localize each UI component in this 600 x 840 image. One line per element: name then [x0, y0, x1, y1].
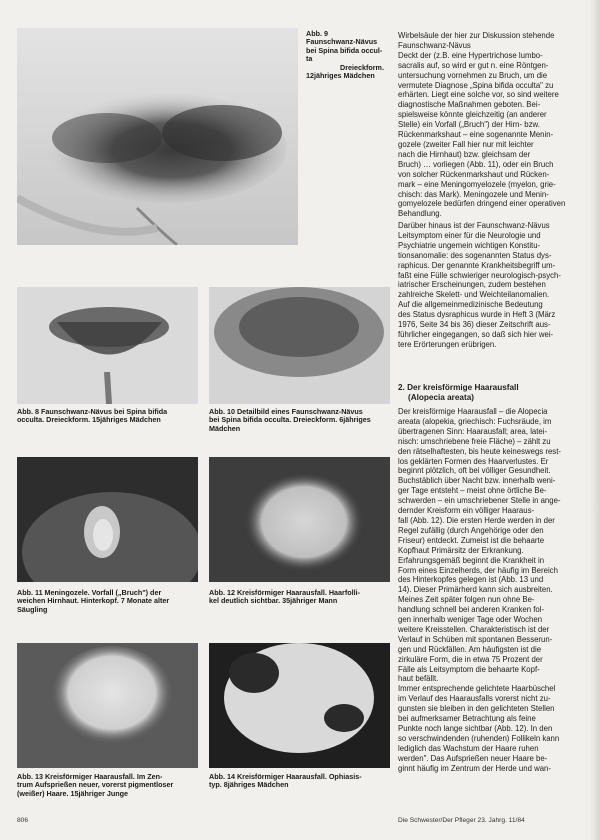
section-heading — [398, 383, 586, 403]
text-line: gunsten sie bleiben in den gelichteten Stellen — [398, 704, 555, 714]
caption-abb13 — [17, 773, 202, 798]
text-line: iatrischer Erscheinungen, zudem bestehen — [398, 280, 546, 290]
page-edge-shadow — [590, 0, 600, 840]
text-line: führlicher eingegangen, so daß sich hier wei- — [398, 329, 554, 339]
photo-abb8 — [17, 287, 198, 404]
text-line: lediglich das Wachstum der Haare ruhen — [398, 743, 539, 753]
text-line: Fälle als Leitsymptom die behaarte Kopf- — [398, 664, 540, 674]
caption-abb9-line: bei Spina bifida occul- — [306, 45, 383, 55]
photo-abb10-image — [209, 287, 390, 404]
text-line: Behandlung. — [398, 209, 442, 219]
text-line: Friseur) entdeckt. Zumeist ist die behaarte — [398, 535, 545, 545]
text-line: tere Erörterungen erübrigen. — [398, 339, 497, 349]
text-line: Wirbelsäule der hier zur Diskussion stehende — [398, 31, 555, 40]
text-line: spielsweise könnte gleichzeitig (an anderer — [398, 110, 547, 120]
caption-abb11-line: weichen Hirnhaut. Hinterkopf. 7 Monate alter — [17, 596, 170, 606]
body-text-col2 — [398, 221, 586, 350]
text-line: Rückenmarkshaut – eine sogenannte Menin- — [398, 130, 554, 140]
photo-abb13-image — [17, 643, 198, 768]
caption-abb14-line: typ. 8jähriges Mädchen — [209, 780, 289, 790]
text-line: von solcher Rückenmarkshaut und Rücken- — [398, 169, 550, 179]
caption-abb9-line: Dreieckform. — [340, 62, 384, 72]
text-line: dernder Kreisform ein völliger Haaraus- — [398, 506, 535, 516]
text-line: ger Tage entsteht – meist ohne örtliche Be- — [398, 486, 547, 496]
caption-abb14-line: Abb. 14 Kreisförmiger Haarausfall. Ophiasis- — [209, 772, 362, 781]
text-line: Meines Zeit später folgen nun ohne Be- — [398, 595, 535, 605]
photo-abb14 — [209, 643, 390, 768]
caption-abb13-line: trum Aufsprießen neuer, vorerst pigmentloser — [17, 780, 174, 790]
photo-abb14-image — [209, 643, 390, 768]
caption-abb12-line: Abb. 12 Kreisförmiger Haarausfall. Haarfolli- — [209, 588, 360, 597]
caption-abb13-line: (weißer) Haare. 15jähriger Junge — [17, 788, 129, 798]
text-line: mark – eine Meningomyelozele (myelon, grie- — [398, 179, 556, 189]
text-line: im Verlauf des Haarausfalls vorerst nicht zu- — [398, 694, 551, 704]
text-line: Psychiatrie ungemein wichtigen Konstitu- — [398, 240, 541, 250]
text-line: Faunschwanz-Nävus — [398, 40, 471, 50]
text-line: beginnt plötzlich, oft bei völliger Gesundheit. — [398, 466, 551, 476]
caption-abb13-line: Abb. 13 Kreisförmiger Haarausfall. Im Zen- — [17, 772, 163, 781]
section-heading-subtitle: (Alopecia areata) — [408, 393, 474, 402]
journal-footer: Die Schwester/Der Pfleger 23. Jahrg. 11/84 — [398, 817, 525, 824]
caption-abb9-line: ta — [306, 54, 313, 64]
text-line: sacralis auf, so wird er gut n. eine Röntgen- — [398, 60, 549, 70]
page-number: 806 — [17, 817, 29, 824]
text-line: gen innerhalb weniger Tage oder Wochen — [398, 615, 543, 625]
text-line: schwerden – ein umschriebener Stelle in ange- — [398, 496, 561, 506]
text-line: Leitsymptom einer für die Neurologie und — [398, 230, 541, 240]
text-line: Bruch) … vorliegen (Abb. 11), oder ein Bruch — [398, 159, 554, 169]
text-line: nisch: umschriebene freie Fläche) – zählt zu — [398, 436, 551, 446]
text-line: Auf die allgemeinmedizinische Bedeutung — [398, 300, 543, 310]
text-line: gen und Rückfällen. Am häufigsten ist die — [398, 644, 542, 654]
caption-abb12 — [209, 589, 394, 606]
text-line: vermutete Diagnose „Spina bifida occulta" zu — [398, 80, 554, 90]
caption-abb9-line: Faunschwanz-Nävus — [306, 37, 378, 47]
caption-abb10-line: Mädchen — [209, 423, 241, 433]
body-text-col3 — [398, 407, 586, 774]
text-line: chisch: das Mark). Meningozele und Menin- — [398, 189, 549, 199]
text-line: raphicus. Der genannte Krankheitsbegriff um- — [398, 260, 556, 270]
photo-abb11 — [17, 457, 198, 582]
photo-abb8-image — [17, 287, 198, 404]
caption-abb10-line: Abb. 10 Detailbild eines Faunschwanz-Nävus — [209, 407, 363, 416]
text-line: den rätselhaftesten, bis heute keineswegs rest- — [398, 446, 561, 456]
text-line: zirkuläre Form, die in etwa 75 Prozent der — [398, 654, 543, 664]
caption-abb8-line: occulta. Dreieckform. 15jähriges Mädchen — [17, 415, 161, 425]
text-line: gomyelozele bedürfen dringend einer operativen — [398, 199, 566, 209]
text-line: areata (alopekia, griechisch: Fuchsräude, im — [398, 416, 552, 426]
caption-abb9-line: 12jähriges Mädchen — [306, 71, 375, 81]
body-text-col1 — [398, 31, 586, 219]
text-line: 1976, Seite 34 bis 36) dieser Zeitschrift aus- — [398, 320, 551, 330]
text-line: gozele (zweiter Fall hier nur mit leichter — [398, 139, 534, 149]
text-line: ginnt häufig im Zentrum der Herde und wan- — [398, 763, 551, 773]
text-line: tionsanomalie: des sogenannten Status dys- — [398, 250, 552, 260]
photo-abb9-image — [17, 28, 298, 245]
text-line: nach die Hirnhaut) bzw. gleichsam der — [398, 149, 531, 159]
caption-abb8-line: Abb. 8 Faunschwanz-Nävus bei Spina bifida — [17, 407, 168, 416]
text-line: Regel zufällig (durch Angehörige oder den — [398, 525, 544, 535]
text-line: des Hinterkopfes gelegen ist (Abb. 13 und — [398, 575, 544, 585]
caption-abb14 — [209, 773, 394, 790]
photo-abb12-image — [209, 457, 390, 582]
text-line: Immer entsprechende gelichtete Haarbüschel — [398, 684, 556, 694]
caption-abb10-line: bei Spina bifida occulta. Dreieckform. 6jähriges — [209, 415, 371, 425]
text-line: zahlreiche Skelett- und Weichteilanomalien. — [398, 290, 550, 300]
caption-abb11-line: Abb. 11 Meningozele. Vorfall („Bruch") der — [17, 588, 162, 597]
text-line: haut befällt. — [398, 674, 439, 684]
photo-abb9 — [17, 28, 298, 245]
text-line: handlung schnell bei anderen Kranken fol- — [398, 605, 545, 615]
text-line: Der kreisförmige Haarausfall – die Alopecia — [398, 407, 548, 416]
text-line: Stelle) ein Vorfall („Bruch") der Hirn- bzw. — [398, 120, 540, 130]
caption-abb10 — [209, 408, 394, 433]
text-line: 14). Dieser Primärherd kann sich ausbreiten. — [398, 585, 553, 595]
text-line: Form eines Einzelherds, der häufig im Bereich — [398, 565, 558, 575]
caption-abb9-line: Abb. 9 — [306, 29, 328, 38]
text-line: übertragenen Sinn: Haarausfall; area, latei- — [398, 426, 548, 436]
text-line: Buchstäblich über Nacht bzw. innerhalb weni- — [398, 476, 556, 486]
text-line: faßt eine Fülle schwieriger neurologisch-psych- — [398, 270, 561, 280]
photo-abb13 — [17, 643, 198, 768]
caption-abb8 — [17, 408, 202, 425]
text-line: werden". Das Aufsprießen neuer Haare be- — [398, 753, 548, 763]
caption-abb12-line: kel deutlich sichtbar. 35jähriger Mann — [209, 596, 338, 606]
text-line: Verlauf in Schüben mit spontanen Besserun- — [398, 634, 553, 644]
photo-abb10 — [209, 287, 390, 404]
text-line: los geklärten Formen des Haarverlustes. Er — [398, 456, 549, 466]
text-line: bei aufmerksamer Betrachtung als feine — [398, 714, 536, 724]
text-line: erhärten. Liegt eine solche vor, so sind weitere — [398, 90, 559, 100]
text-line: Erfahrungsgemäß beginnt die Krankheit in — [398, 555, 545, 565]
text-line: so verschwindenden (ruhenden) Follikeln kann — [398, 733, 560, 743]
text-line: diagnostische Maßnahmen geboten. Bei- — [398, 100, 541, 110]
text-line: fall (Abb. 12). Die ersten Herde werden in der — [398, 515, 555, 525]
caption-abb9 — [306, 30, 396, 80]
caption-abb11 — [17, 589, 202, 614]
text-line: Punkte noch lange sichtbar (Abb. 12). In den — [398, 724, 553, 733]
text-line: Deckt der (z.B. eine Hypertrichose lumbo- — [398, 50, 543, 60]
text-line: weitere Kreisstellen. Charakteristisch ist der — [398, 624, 550, 634]
text-line: untersuchung vornehmen zu Bruch, um die — [398, 70, 548, 80]
text-line: Kopfhaut Primärsitz der Erkrankung. — [398, 545, 524, 555]
photo-abb12 — [209, 457, 390, 582]
text-line: Darüber hinaus ist der Faunschwanz-Nävus — [398, 221, 550, 230]
photo-abb11-image — [17, 457, 198, 582]
text-line: des Status dysraphicus wurde in Heft 3 (März — [398, 310, 556, 320]
caption-abb11-line: Säugling — [17, 604, 48, 614]
section-heading-title: 2. Der kreisförmige Haarausfall — [398, 383, 519, 392]
